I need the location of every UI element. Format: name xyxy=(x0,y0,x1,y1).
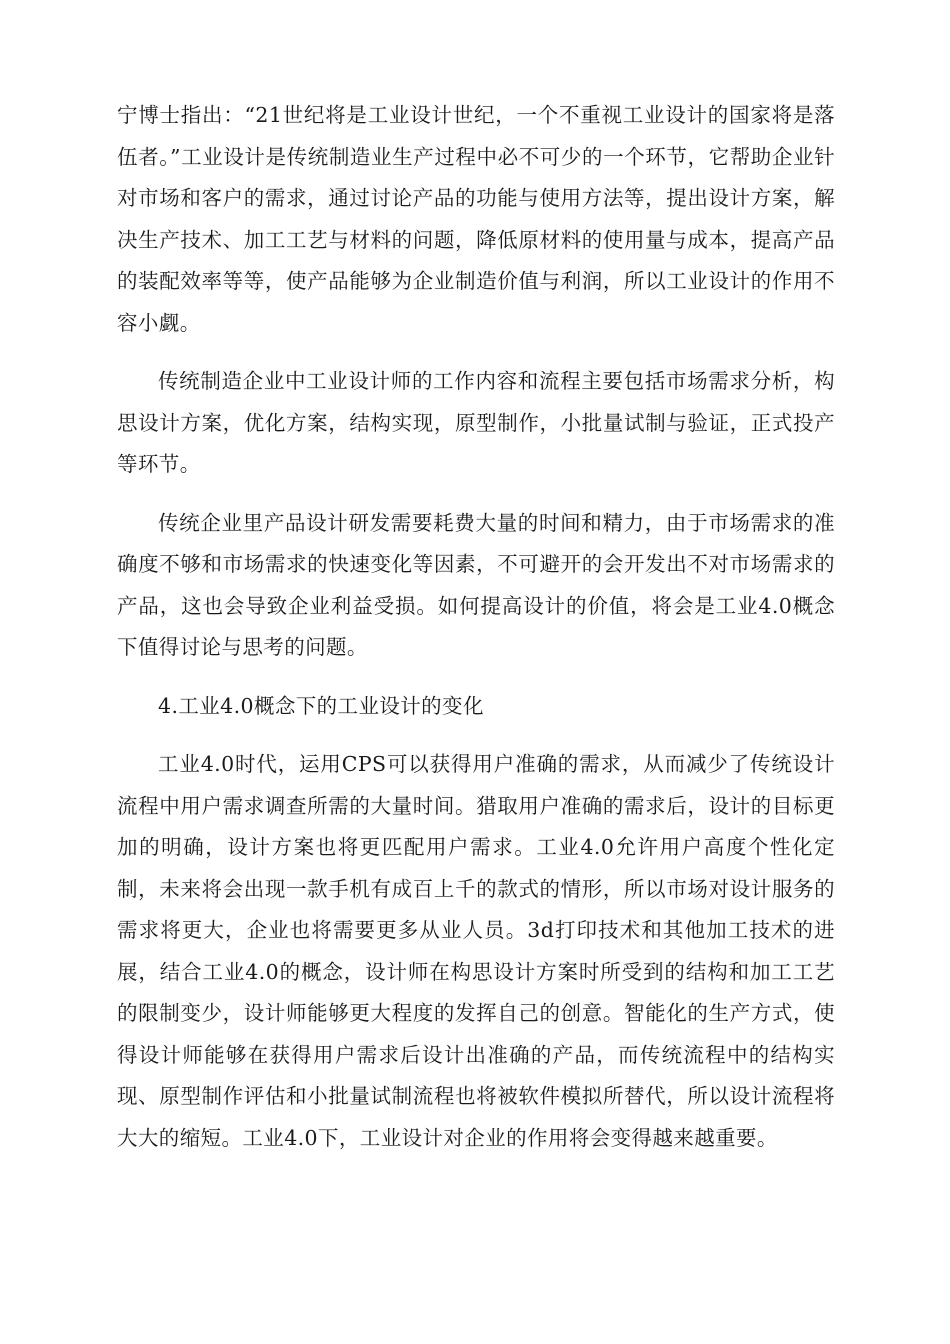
paragraph-challenges: 传统企业里产品设计研发需要耗费大量的时间和精力，由于市场需求的准确度不够和市场需求的快速变化等因素，不可避开的会开发出不对市场需求的产品，这也会导致企业利益受损。如何提高设计的价值，将会是工业4.0概念下值得讨论与思考的问题。 xyxy=(117,510,835,659)
paragraph-industry40-changes: 工业4.0时代，运用CPS可以获得用户准确的需求，从而减少了传统设计流程中用户需求调查所需的大量时间。猎取用户准确的需求后，设计的目标更加的明确，设计方案也将更匹配用户需求。工业4.0允许用户高度个性化定制，未来将会出现一款手机有成百上千的款式的情形，所以市场对设计服务的需求将更大，企业也将需要更多从业人员。3d打印技术和其他加工技术的进展，结合工业4.0的概念，设计师在构思设计方案时所受到的结构和加工工艺的限制变少，设计师能够更大程度的发挥自己的创意。智能化的生产方式，使得设计师能够在获得用户需求后设计出准确的产品，而传统流程中的结构实现、原型制作评估和小批量试制流程也将被软件模拟所替代，所以设计流程将大大的缩短。工业4.0下，工业设计对企业的作用将会变得越来越重要。 xyxy=(117,752,835,1150)
section-heading: 4.工业4.0概念下的工业设计的变化 xyxy=(158,693,484,718)
paragraph-workflow: 传统制造企业中工业设计师的工作内容和流程主要包括市场需求分析，构思设计方案，优化方案，结构实现，原型制作，小批量试制与验证，正式投产等环节。 xyxy=(117,369,835,476)
paragraph-intro: 宁博士指出：“21世纪将是工业设计世纪，一个不重视工业设计的国家将是落伍者。”工业设计是传统制造业生产过程中必不可少的一个环节，它帮助企业针对市场和客户的需求，通过讨论产品的功能与使用方法等，提出设计方案，解决生产技术、加工工艺与材料的问题，降低原材料的使用量与成本，提高产品的装配效率等等，使产品能够为企业制造价值与利润，所以工业设计的作用不容小觑。 xyxy=(117,103,835,335)
document-body xyxy=(117,95,835,1176)
